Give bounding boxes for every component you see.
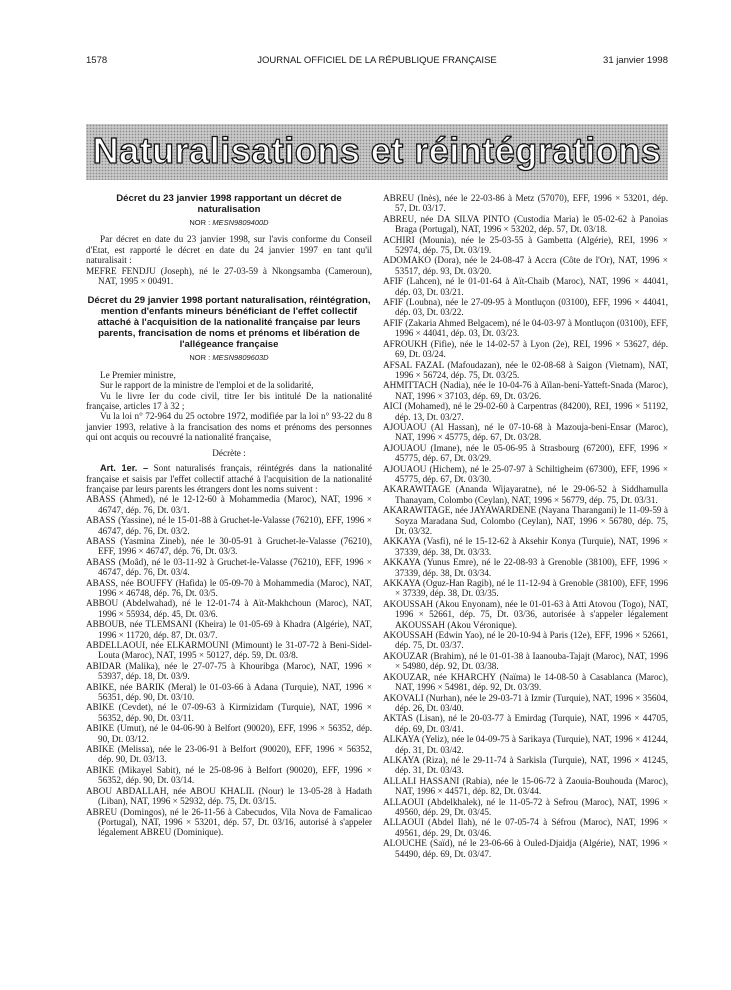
naturalisation-entry: AKTAS (Lisan), né le 20-03-77 à Emirdag (Turquie), NAT, 1996 × 44705, dép. 69, Dt. 03/41. (383, 713, 668, 734)
naturalisation-entry: AFROUKH (Fifie), née le 14-02-57 à Lyon (2e), REI, 1996 × 53627, dép. 69, Dt. 03/24. (383, 338, 668, 360)
naturalisation-entry: AKOVALI (Nurhan), née le 29-03-71 à Izmir (Turquie), NAT, 1996 × 35604, dép. 26, Dt. 03/40. (383, 692, 668, 713)
naturalisation-entry: ABIKE, née BARIK (Meral) le 01-03-66 à Adana (Turquie), NAT, 1996 × 56351, dép. 90, Dt. 03/10. (86, 681, 372, 703)
left-entry-list (86, 494, 372, 837)
page-number: 1578 (86, 55, 108, 66)
naturalisation-entry: AKARAWITAGE (Ananda Wijayaratne), né le 29-06-52 à Siddhamulla Thanayam, Colombo (Ceylan), NAT, 1996 × 56779, dép. 75, Dt. 03/31. (383, 484, 668, 505)
naturalisation-entry: AKOUSSAH (Edwin Yao), né le 20-10-94 à Paris (12e), EFF, 1996 × 52661, dép. 75, Dt. 03/37. (383, 630, 668, 651)
article-1 (86, 463, 372, 494)
naturalisation-entry: ACHIRI (Mounia), née le 25-03-55 à Gambetta (Algérie), REI, 1996 × 52974, dép. 75, Dt. 03/19. (383, 234, 668, 256)
naturalisation-entry: AKKAYA (Yunus Emre), né le 22-08-93 à Grenoble (38100), EFF, 1996 × 37339, dép. 38, Dt. 03/34. (383, 557, 668, 578)
section-banner (86, 124, 668, 180)
naturalisation-entry: AJOUAOU (Al Hassan), né le 07-10-68 à Mazouja-beni-Ensar (Maroc), NAT, 1996 × 45775, dép. 67, Dt. 03/28. (383, 421, 668, 443)
naturalisation-entry: ABIDAR (Malika), née le 27-07-75 à Khouribga (Maroc), NAT, 1996 × 53937, dép. 18, Dt. 03/9. (86, 660, 372, 682)
naturalisation-entry: AFIF (Loubna), née le 27-09-95 à Montluçon (03100), EFF, 1996 × 44041, dép. 03, Dt. 03/22. (383, 297, 668, 318)
naturalisation-entry: ABIKE (Umut), né le 04-06-90 à Belfort (90020), EFF, 1996 × 56352, dép. 90, Dt. 03/12. (86, 723, 372, 744)
right-entry-list (383, 193, 668, 859)
nor-code: MESN9809603D (212, 353, 269, 363)
nor-label: NOR : (189, 218, 211, 227)
naturalisation-entry: ABASS (Ahmed), né le 12-12-60 à Mohammedia (Maroc), NAT, 1996 × 46747, dép. 76, Dt. 03/1. (86, 494, 372, 515)
naturalisation-entry: ALOUCHE (Saïd), né le 23-06-66 à Ouled-Djaidja (Algérie), NAT, 1996 × 54490, dép. 69, Dt. 03/47. (383, 838, 668, 859)
naturalisation-entry: AKOUZAR (Brahim), né le 01-01-38 à Iaanouba-Tajajt (Maroc), NAT, 1996 × 54980, dép. 92, Dt. 03/38. (383, 650, 668, 672)
naturalisation-entry: ABIKE (Cevdet), né le 07-09-63 à Kirmizidam (Turquie), NAT, 1996 × 56352, dép. 90, Dt. 03/11. (86, 702, 372, 723)
preamble-paragraph: Sur le rapport de la ministre de l'emploi et de la solidarité, (100, 380, 314, 391)
naturalisation-entry: ABASS, née BOUFFY (Hafida) le 05-09-70 à Mohammedia (Maroc), NAT, 1996 × 46748, dép. 76, Dt. 03/5. (86, 577, 372, 598)
article-text: Sont naturalisés français, réintégrés dans la nationalité française et saisis par l'effet collectif attaché à l'acquisition de la nationalité française par leurs parents les étrangers dont les noms suivent : (86, 463, 373, 494)
naturalisation-entry: ABIKE (Mikayel Sabit), né le 25-08-96 à Belfort (90020), EFF, 1996 × 56352, dép. 90, Dt. 03/14. (86, 764, 372, 786)
naturalisation-entry: ABREU, née DA SILVA PINTO (Custodia Maria) le 05-02-62 à Panoias Braga (Portugal), NAT, 1996 × 53202, dép. 57, Dt. 03/18. (383, 213, 668, 235)
naturalisation-entry: ABBOUB, née TLEMSANI (Kheira) le 01-05-69 à Khadra (Algérie), NAT, 1996 × 11720, dép. 87, Dt. 03/7. (86, 619, 372, 640)
naturalisation-entry: ABREU (Inès), née le 22-03-86 à Metz (57070), EFF, 1996 × 53201, dép. 57, Dt. 03/17. (383, 193, 668, 214)
decree-1-nor (86, 218, 372, 228)
left-column (86, 193, 372, 838)
naturalisation-entry: ABBOU (Abdelwahad), né le 12-01-74 à Aït-Makhchoun (Maroc), NAT, 1996 × 55934, dép. 45, Dt. 03/6. (86, 598, 372, 619)
article-label: Art. 1er. – (100, 463, 149, 474)
journal-title: JOURNAL OFFICIEL DE LA RÉPUBLIQUE FRANÇAISE (257, 55, 497, 66)
naturalisation-entry: AFIF (Zakaria Ahmed Belgacem), né le 04-03-97 à Montluçon (03100), EFF, 1996 × 44041, dép. 03, Dt. 03/23. (383, 317, 668, 339)
preamble-paragraph: Le Premier ministre, (100, 369, 176, 380)
naturalisation-entry: AKARAWITAGE, née JAYAWARDENE (Nayana Tharangani) le 11-09-59 à Soyza Maradana Sud, Colombo (Ceylan), NAT, 1996 × 56780, dép. 75, Dt. 03/32. (383, 505, 668, 536)
nor-code: MESN9809400D (212, 218, 269, 227)
naturalisation-entry: ALKAYA (Riza), né le 29-11-74 à Sarkisla (Turquie), NAT, 1996 × 41245, dép. 31, Dt. 03/43. (383, 754, 668, 776)
naturalisation-entry: AJOUAOU (Hichem), né le 25-07-97 à Schiltigheim (67300), EFF, 1996 × 45775, dép. 67, Dt. 03/30. (383, 463, 668, 484)
naturalisation-entry: ABASS (Moâd), né le 03-11-92 à Gruchet-le-Valasse (76210), EFF, 1996 × 46747, dép. 76, Dt. 03/4. (86, 556, 372, 578)
naturalisation-entry: ALLALI HASSANI (Rabia), née le 15-06-72 à Zaouia-Bouhouda (Maroc), NAT, 1996 × 44571, dép. 82, Dt. 03/44. (383, 775, 668, 797)
naturalisation-entry: AKOUZAR, née KHARCHY (Naïma) le 14-08-50 à Casablanca (Maroc), NAT, 1996 × 54981, dép. 92, Dt. 03/39. (383, 671, 668, 693)
naturalisation-entry: AFIF (Lahcen), né le 01-01-64 à Aït-Chaib (Maroc), NAT, 1996 × 44041, dép. 03, Dt. 03/21. (383, 276, 668, 297)
naturalisation-entry: ABDELLAOUI, née ELKARMOUNI (Mimount) le 31-07-72 à Beni-Sidel-Louta (Maroc), NAT, 1995 × 50127, dép. 59, Dt. 03/8. (86, 640, 372, 661)
decree-1-body: Par décret en date du 23 janvier 1998, sur l'avis conforme du Conseil d'Etat, est rapporté le décret en date du 24 janvier 1997 en tant qu'il naturalisait : (86, 234, 372, 266)
decree-2-title: Décret du 29 janvier 1998 portant naturalisation, réintégration, mention d'enfants mineurs bénéficiant de l'effet collectif attaché à l'acquisition de la nationalité française par leurs parents, francisation de noms et prénoms et libération de l'allégeance française (87, 295, 371, 351)
naturalisation-entry: AKKAYA (Vasfi), né le 15-12-62 à Aksehir Konya (Turquie), NAT, 1996 × 37339, dép. 38, Dt. 03/33. (383, 536, 668, 557)
preamble-paragraph: Vu la loi n° 72-964 du 25 octobre 1972, modifiée par la loi n° 93-22 du 8 janvier 1993, relative à la francisation des noms et prénoms des personnes qui ont acquis ou recouvré la nationalité française, (86, 411, 372, 443)
nor-label: NOR : (189, 353, 211, 363)
naturalisation-entry: ABASS (Yasmina Zineb), née le 30-05-91 à Gruchet-le-Valasse (76210), EFF, 1996 × 46747, dép. 76, Dt. 03/3. (86, 535, 372, 557)
page-header (86, 55, 668, 69)
naturalisation-entry: ABASS (Yassine), né le 15-01-88 à Gruchet-le-Valasse (76210), EFF, 1996 × 46747, dép. 76, Dt. 03/2. (86, 515, 372, 536)
naturalisation-entry: AHMITTACH (Nadia), née le 10-04-76 à Aïlan-beni-Yatteft-Snada (Maroc), NAT, 1996 × 37103, dép. 69, Dt. 03/26. (383, 380, 668, 401)
naturalisation-entry: ABIKE (Melissa), née le 23-06-91 à Belfort (90020), EFF, 1996 × 56352, dép. 90, Dt. 03/13. (86, 744, 372, 765)
decrete-heading: Décrète : (212, 447, 246, 458)
naturalisation-entry: AKOUSSAH (Akou Enyonam), née le 01-01-63 à Atti Atovou (Togo), NAT, 1996 × 52661, dép. 75, Dt. 03/36, autorisée à s'appeler légalement AKOUSSAH (Akou Véronique). (383, 598, 668, 630)
decree-2-nor (86, 353, 372, 363)
section-title: Naturalisations et réintégrations (92, 130, 662, 171)
preamble-paragraph: Vu le livre Ier du code civil, titre Ier bis intitulé De la nationalité française, articles 17 à 32 ; (86, 390, 372, 412)
issue-date: 31 janvier 1998 (603, 55, 668, 66)
naturalisation-entry: ALKAYA (Yeliz), née le 04-09-75 à Sarikaya (Turquie), NAT, 1996 × 41244, dép. 31, Dt. 03/42. (383, 734, 668, 755)
naturalisation-entry: ABOU ABDALLAH, née ABOU KHALIL (Nour) le 13-05-28 à Hadath (Liban), NAT, 1996 × 52932, dép. 75, Dt. 03/15. (86, 785, 372, 807)
decree-1-title: Décret du 23 janvier 1998 rapportant un décret de naturalisation (116, 193, 342, 215)
naturalisation-entry: ALLAOUI (Abdelkhalek), né le 11-05-72 à Sefrou (Maroc), NAT, 1996 × 49560, dép. 29, Dt. 03/45. (383, 796, 668, 817)
naturalisation-entry: AJOUAOU (Imane), née le 05-06-95 à Strasbourg (67200), EFF, 1996 × 45775, dép. 67, Dt. 03/29. (383, 442, 668, 464)
naturalisation-entry: AICI (Mohamed), né le 29-02-60 à Carpentras (84200), REI, 1996 × 51192, dép. 13, Dt. 03/27. (383, 401, 668, 422)
right-column (383, 193, 668, 859)
naturalisation-entry: AFSAL FAZAL (Mafoudazan), née le 02-08-68 à Saigon (Vietnam), NAT, 1996 × 56724, dép. 75, Dt. 03/25. (383, 359, 668, 380)
naturalisation-entry: ALLAOUI (Abdel Ilah), né le 07-05-74 à Séfrou (Maroc), NAT, 1996 × 49561, dép. 29, Dt. 03/46. (383, 817, 668, 838)
naturalisation-entry: ADOMAKO (Dora), née le 24-08-47 à Accra (Côte de l'Or), NAT, 1996 × 53517, dép. 93, Dt. 03/20. (383, 255, 668, 276)
naturalisation-entry: ABREU (Domingos), né le 26-11-56 à Cabecudos, Vila Nova de Famalicao (Portugal), NAT, 1996 × 53201, dép. 57, Dt. 03/16, autorisé à s'appeler légalement ABREU (Dominique). (86, 806, 372, 838)
decree-1-entry: MEFRE FENDJU (Joseph), né le 27-03-59 à Nkongsamba (Cameroun), NAT, 1995 × 00491. (86, 265, 372, 287)
naturalisation-entry: AKKAYA (Oguz-Han Ragib), né le 11-12-94 à Grenoble (38100), EFF, 1996 × 37339, dép. 38, Dt. 03/35. (383, 578, 668, 599)
